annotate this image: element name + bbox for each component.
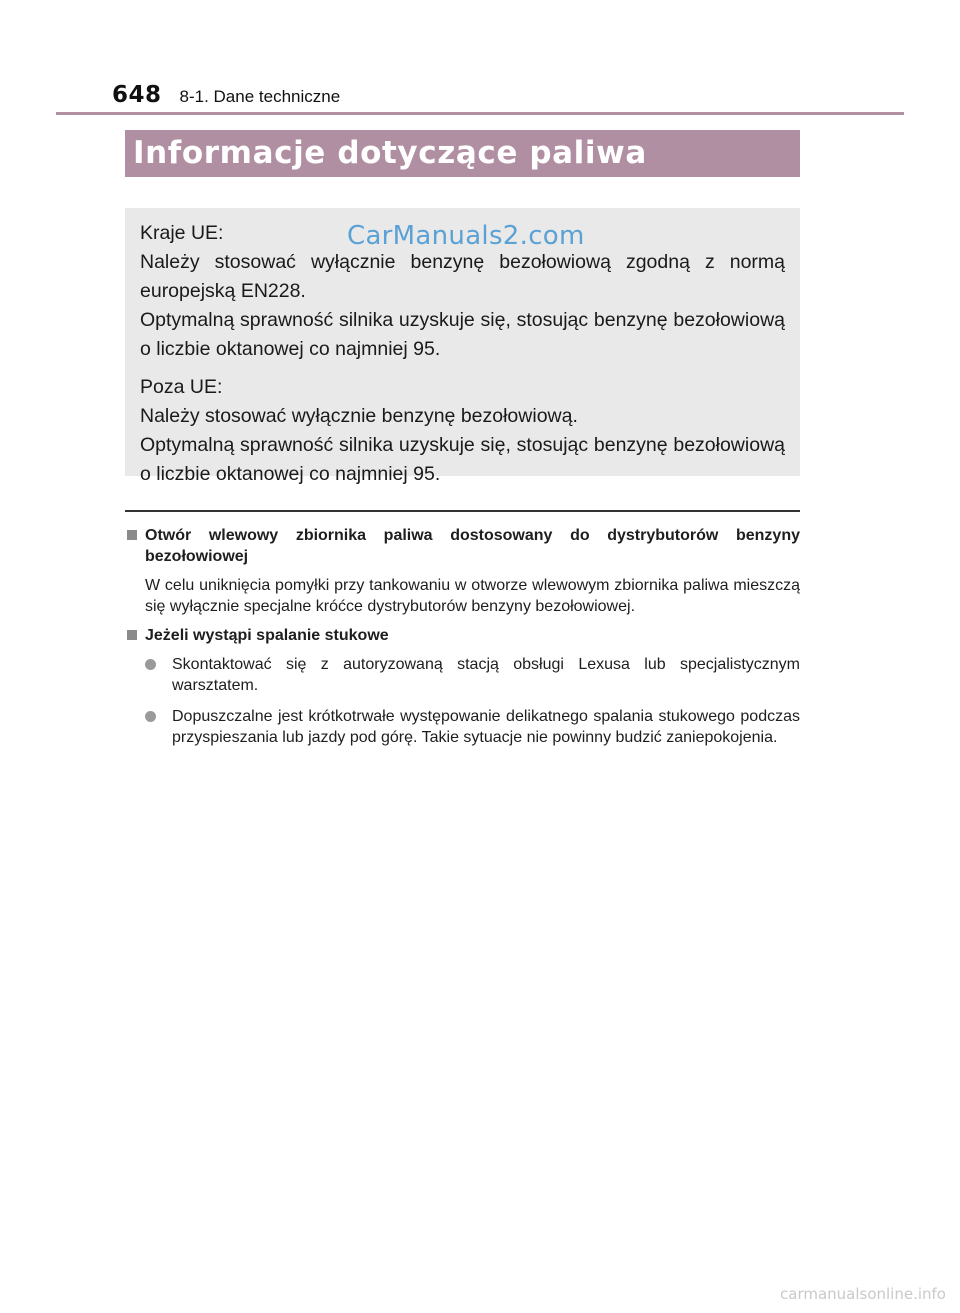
eu-label: Kraje UE:	[140, 222, 224, 244]
page-title: Informacje dotyczące paliwa	[125, 130, 800, 177]
eu-text-octane: Optymalną sprawność silnika uzyskuje się, stosując benzynę bezołowiową o liczbie oktanowej co najmniej 95.	[140, 309, 785, 360]
heading-text: Jeżeli wystąpi spalanie stukowe	[145, 627, 389, 644]
filler-neck-text: W celu uniknięcia pomyłki przy tankowaniu w otworze wlewowym zbiornika paliwa mieszczą się wyłącznie specjalne króćce dystrybutorów benzyny bezołowiowej.	[145, 577, 800, 615]
section-heading-filler-neck	[125, 525, 800, 567]
square-bullet-icon	[127, 530, 137, 540]
notes-content	[125, 525, 800, 748]
circle-bullet-icon	[145, 659, 156, 670]
footer-watermark: carmanualsonline.info	[780, 1285, 946, 1303]
list-item-text: Dopuszczalne jest krótkotrwałe występowanie delikatnego spalania stukowego podczas przyspieszania lub jazdy pod górę. Takie sytuacje nie powinny budzić zaniepokojenia.	[172, 708, 800, 746]
list-item	[125, 706, 800, 748]
eu-text-standard: Należy stosować wyłącznie benzynę bezołowiową zgodną z normą europejską EN228.	[140, 251, 785, 302]
square-bullet-icon	[127, 630, 137, 640]
section-divider	[125, 510, 800, 512]
page-header	[112, 82, 340, 108]
section-heading-knocking	[125, 625, 800, 646]
list-item-text: Skontaktować się z autoryzowaną stacją obsługi Lexusa lub specjalistycznym warsztatem.	[172, 656, 800, 694]
non-eu-text-octane: Optymalną sprawność silnika uzyskuje się, stosując benzynę bezołowiową o liczbie oktanowej co najmniej 95.	[140, 434, 785, 485]
section-title: 8-1. Dane techniczne	[179, 87, 341, 106]
circle-bullet-icon	[145, 711, 156, 722]
non-eu-label: Poza UE:	[140, 376, 223, 398]
watermark-logo: CarManuals2.com	[347, 221, 585, 251]
header-divider	[56, 112, 904, 115]
page-number: 648	[112, 82, 162, 108]
heading-text: Otwór wlewowy zbiornika paliwa dostosowany do dystrybutorów benzyny bezołowiowej	[145, 527, 800, 565]
non-eu-text-fuel: Należy stosować wyłącznie benzynę bezołowiową.	[140, 405, 578, 427]
list-item	[125, 654, 800, 696]
